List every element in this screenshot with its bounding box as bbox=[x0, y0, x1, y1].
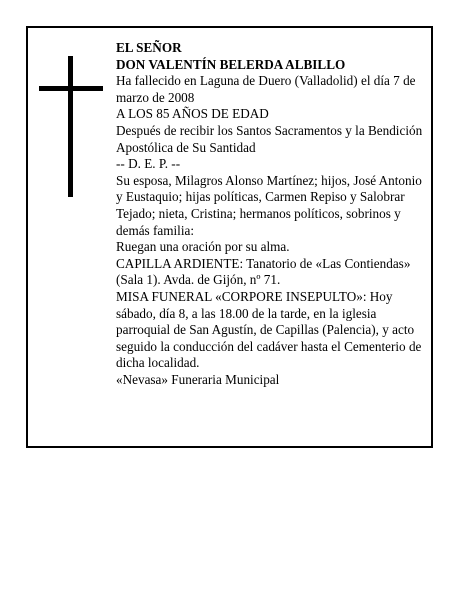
rest-in-peace: -- D. E. P. -- bbox=[116, 156, 181, 172]
obituary-notice bbox=[26, 26, 433, 448]
funeral-mass-info: MISA FUNERAL «CORPORE INSEPULTO»: Hoy sábado, día 8, a las 18.00 de la tarde, en la iglesia parroquial de San Agustín, de Capillas (Palencia), y acto seguido la conducción del cadáver hasta el Cementerio de dicha localidad. bbox=[116, 288, 422, 371]
sacraments-statement: Después de recibir los Santos Sacramentos y la Bendición Apostólica de Su Santidad bbox=[116, 122, 423, 155]
title: EL SEÑOR bbox=[116, 40, 182, 55]
funeral-home: «Nevasa» Funeraria Municipal bbox=[116, 371, 280, 387]
prayer-request: Ruegan una oración por su alma. bbox=[116, 239, 290, 255]
age-statement: A LOS 85 AÑOS DE EDAD bbox=[116, 106, 269, 122]
obituary-text bbox=[116, 40, 428, 388]
death-statement: Ha fallecido en Laguna de Duero (Valladolid) el día 7 de marzo de 2008 bbox=[116, 73, 416, 105]
cross-icon-bar bbox=[39, 86, 103, 91]
cross-icon bbox=[68, 56, 73, 197]
family-list: Su esposa, Milagros Alonso Martínez; hijos, José Antonio y Eustaquio; hijas políticas, Carmen Repiso y Salobrar Tejado; nieta, Cristina; hermanos políticos, sobrinos y demás familia: bbox=[116, 172, 422, 238]
chapel-info: CAPILLA ARDIENTE: Tanatorio de «Las Contiendas» (Sala 1). Avda. de Gijón, nº 71. bbox=[116, 255, 411, 288]
deceased-name: DON VALENTÍN BELERDA ALBILLO bbox=[116, 56, 346, 72]
